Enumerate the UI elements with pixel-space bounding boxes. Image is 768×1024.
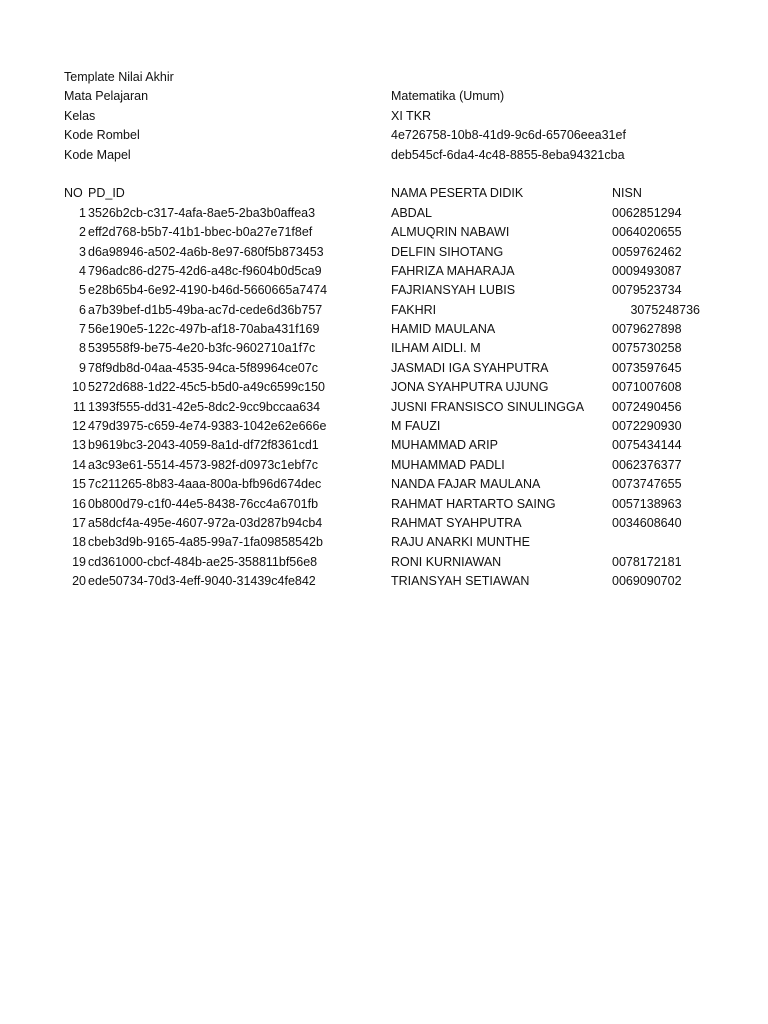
- student-no: 20: [72, 574, 86, 589]
- student-name: M FAUZI: [391, 419, 441, 434]
- table-row: [0, 243, 768, 262]
- document-title: Template Nilai Akhir: [64, 70, 174, 84]
- student-pd-id: d6a98946-a502-4a6b-8e97-680f5b873453: [88, 244, 324, 259]
- student-pd-id: e28b65b4-6e92-4190-b46d-5660665a7474: [88, 283, 328, 298]
- table-row: [0, 436, 768, 455]
- student-no: 8: [79, 341, 86, 356]
- meta-value: 4e726758-10b8-41d9-9c6d-65706eea31ef: [391, 128, 626, 143]
- student-nisn: 0062851294: [612, 205, 682, 220]
- student-no: 15: [72, 477, 86, 492]
- student-table-body: [0, 204, 768, 592]
- student-nisn: 0062376377: [612, 457, 682, 472]
- student-pd-id: b9619bc3-2043-4059-8a1d-df72f8361cd1: [88, 438, 319, 453]
- table-row: [0, 533, 768, 552]
- student-pd-id: eff2d768-b5b7-41b1-bbec-b0a27e71f8ef: [88, 225, 313, 240]
- column-header-nisn: NISN: [612, 186, 642, 201]
- student-no: 12: [72, 419, 86, 434]
- student-no: 10: [72, 380, 86, 395]
- student-pd-id: 0b800d79-c1f0-44e5-8438-76cc4a6701fb: [88, 496, 319, 511]
- student-name: HAMID MAULANA: [391, 322, 496, 337]
- student-name: RAJU ANARKI MUNTHE: [391, 535, 530, 550]
- student-pd-id: 796adc86-d275-42d6-a48c-f9604b0d5ca9: [88, 263, 322, 278]
- student-nisn: 0072290930: [612, 419, 682, 434]
- student-name: MUHAMMAD ARIP: [391, 438, 498, 453]
- student-name: TRIANSYAH SETIAWAN: [391, 574, 530, 589]
- student-no: 2: [79, 225, 86, 240]
- student-no: 16: [72, 496, 86, 511]
- student-name: RAHMAT HARTARTO SAING: [391, 496, 556, 511]
- table-row: [0, 262, 768, 281]
- table-row: [0, 495, 768, 514]
- student-no: 17: [72, 515, 86, 530]
- blank-row: [0, 165, 768, 184]
- student-name: JUSNI FRANSISCO SINULINGGA: [391, 399, 585, 414]
- table-row: [0, 223, 768, 242]
- student-no: 19: [72, 554, 86, 569]
- student-name: FAJRIANSYAH LUBIS: [391, 283, 516, 298]
- meta-row-kode-mapel: [0, 146, 768, 165]
- table-row: [0, 456, 768, 475]
- meta-label: Mata Pelajaran: [64, 89, 149, 104]
- student-name: FAHRIZA MAHARAJA: [391, 263, 515, 278]
- student-no: 14: [72, 457, 86, 472]
- student-name: FAKHRI: [391, 302, 437, 317]
- meta-value: XI TKR: [391, 108, 432, 123]
- student-no: 9: [79, 360, 86, 375]
- student-name: DELFIN SIHOTANG: [391, 244, 504, 259]
- table-row: [0, 475, 768, 494]
- meta-row-kode-rombel: [0, 126, 768, 145]
- student-no: 18: [72, 535, 86, 550]
- student-nisn: 0075434144: [612, 438, 682, 453]
- student-no: 13: [72, 438, 86, 453]
- table-row: [0, 514, 768, 533]
- student-nisn: 0057138963: [612, 496, 682, 511]
- student-nisn: 0034608640: [612, 515, 682, 530]
- student-nisn: 0078172181: [612, 554, 682, 569]
- meta-value: Matematika (Umum): [391, 89, 505, 104]
- meta-label: Kelas: [64, 108, 96, 123]
- meta-row-mata-pelajaran: [0, 87, 768, 106]
- student-name: RONI KURNIAWAN: [391, 554, 502, 569]
- student-pd-id: 5272d688-1d22-45c5-b5d0-a49c6599c150: [88, 380, 326, 395]
- spreadsheet-sheet: [0, 68, 768, 592]
- student-name: ABDAL: [391, 205, 432, 220]
- student-pd-id: 78f9db8d-04aa-4535-94ca-5f89964ce07c: [88, 360, 319, 375]
- student-nisn: 0009493087: [612, 263, 682, 278]
- student-pd-id: a3c93e61-5514-4573-982f-d0973c1ebf7c: [88, 457, 319, 472]
- meta-label: Kode Rombel: [64, 128, 140, 143]
- table-row: [0, 204, 768, 223]
- student-no: 3: [79, 244, 86, 259]
- student-pd-id: 539558f9-be75-4e20-b3fc-9602710a1f7c: [88, 341, 316, 356]
- student-nisn: 0069090702: [612, 574, 682, 589]
- table-row: [0, 320, 768, 339]
- table-row: [0, 417, 768, 436]
- student-pd-id: 3526b2cb-c317-4afa-8ae5-2ba3b0affea3: [88, 205, 316, 220]
- column-header-pd-id: PD_ID: [88, 186, 125, 201]
- student-name: ALMUQRIN NABAWI: [391, 225, 510, 240]
- student-pd-id: cd361000-cbcf-484b-ae25-358811bf56e8: [88, 554, 318, 569]
- meta-row-kelas: [0, 107, 768, 126]
- student-name: JASMADI IGA SYAHPUTRA: [391, 360, 549, 375]
- student-no: 5: [79, 283, 86, 298]
- student-nisn: 0075730258: [612, 341, 682, 356]
- table-row: [0, 301, 768, 320]
- student-pd-id: cbeb3d9b-9165-4a85-99a7-1fa09858542b: [88, 535, 323, 550]
- table-row: [0, 359, 768, 378]
- table-row: [0, 553, 768, 572]
- student-pd-id: 479d3975-c659-4e74-9383-1042e62e666e: [88, 419, 327, 434]
- table-row: [0, 398, 768, 417]
- student-nisn: 0073747655: [612, 477, 682, 492]
- student-nisn: 0073597645: [612, 360, 682, 375]
- table-row: [0, 339, 768, 358]
- column-header-no: NO: [64, 186, 83, 201]
- student-nisn: 0071007608: [612, 380, 682, 395]
- meta-label: Kode Mapel: [64, 147, 131, 162]
- student-nisn: 0064020655: [612, 225, 682, 240]
- student-no: 6: [79, 302, 86, 317]
- student-pd-id: 1393f555-dd31-42e5-8dc2-9cc9bccaa634: [88, 399, 321, 414]
- student-pd-id: ede50734-70d3-4eff-9040-31439c4fe842: [88, 574, 316, 589]
- student-name: NANDA FAJAR MAULANA: [391, 477, 541, 492]
- student-name: JONA SYAHPUTRA UJUNG: [391, 380, 549, 395]
- table-header-row: [0, 184, 768, 203]
- student-nisn: 0059762462: [612, 244, 682, 259]
- student-pd-id: a7b39bef-d1b5-49ba-ac7d-cede6d36b757: [88, 302, 323, 317]
- student-pd-id: a58dcf4a-495e-4607-972a-03d287b94cb4: [88, 515, 323, 530]
- column-header-nama: NAMA PESERTA DIDIK: [391, 186, 524, 201]
- student-nisn: 0072490456: [612, 399, 682, 414]
- table-row: [0, 281, 768, 300]
- student-nisn: 0079627898: [612, 322, 682, 337]
- student-no: 11: [73, 399, 86, 414]
- student-pd-id: 7c211265-8b83-4aaa-800a-bfb96d674dec: [88, 477, 322, 492]
- student-nisn: 0079523734: [612, 283, 682, 298]
- student-no: 4: [79, 263, 86, 278]
- student-name: RAHMAT SYAHPUTRA: [391, 515, 522, 530]
- table-row: [0, 572, 768, 591]
- student-pd-id: 56e190e5-122c-497b-af18-70aba431f169: [88, 322, 320, 337]
- student-name: ILHAM AIDLI. M: [391, 341, 481, 356]
- table-row: [0, 378, 768, 397]
- student-nisn: 3075248736: [630, 302, 700, 317]
- student-name: MUHAMMAD PADLI: [391, 457, 505, 472]
- student-no: 7: [79, 322, 86, 337]
- student-no: 1: [79, 205, 86, 220]
- document-title-row: [0, 68, 768, 87]
- meta-value: deb545cf-6da4-4c48-8855-8eba94321cba: [391, 147, 625, 162]
